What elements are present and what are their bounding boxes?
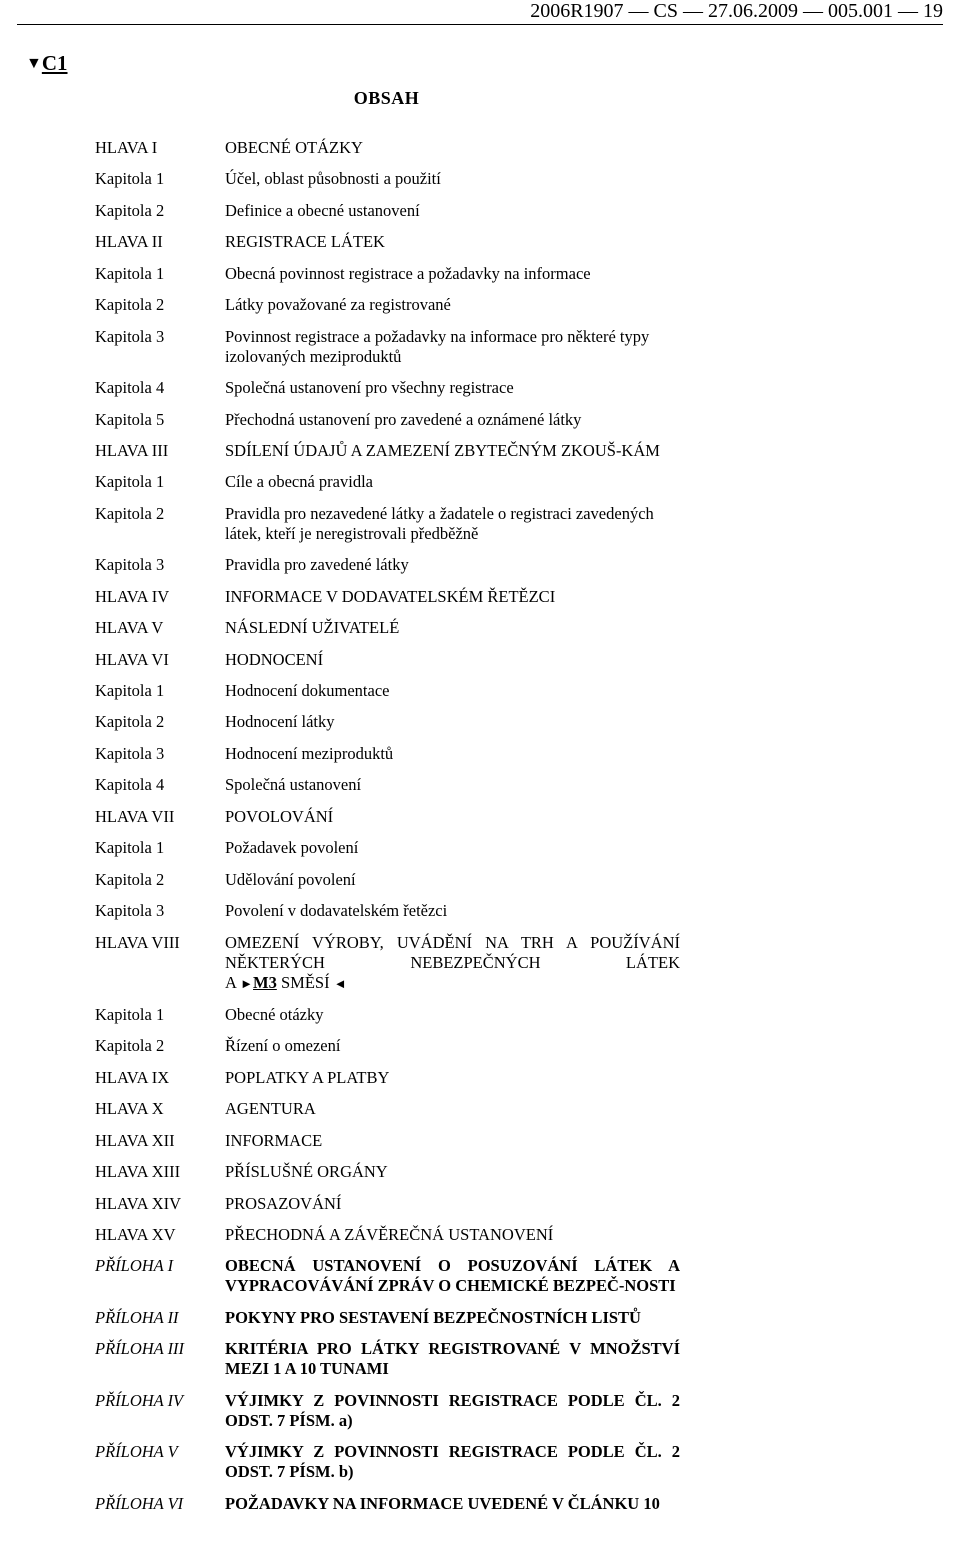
amendment-line [225,973,680,994]
toc-entry-label: Kapitola 1 [95,1004,165,1024]
toc-entry-title: Účel, oblast působnosti a použití [225,169,441,189]
amendment-code: M3 [253,972,277,992]
toc-entry-title: NÁSLEDNÍ UŽIVATELÉ [225,618,400,638]
toc-entry-title: Obecná povinnost registrace a požadavky na informace [225,263,591,283]
toc-entry-label: HLAVA III [95,440,169,460]
toc-entry-label: Kapitola 1 [95,263,165,283]
toc-entry-label: HLAVA XV [95,1225,176,1244]
toc-entry [95,232,680,252]
toc-entry-title: Přechodná ustanovení pro zavedené a oznámené látky [225,409,582,429]
toc-entry [95,1391,680,1431]
toc-entry-title: Hodnocení dokumentace [225,681,390,700]
toc-entry-title: Společná ustanovení pro všechny registrace [225,378,514,398]
toc-entry-title: AGENTURA [225,1099,316,1119]
table-of-contents [95,138,680,1525]
consolidation-code: C1 [41,51,68,75]
toc-entry-title: POKYNY PRO SESTAVENÍ BEZPEČNOSTNÍCH LISTŮ [225,1307,641,1327]
toc-entry [95,138,680,158]
toc-entry-label: Kapitola 5 [95,409,165,429]
toc-entry-title-block [225,933,680,994]
triangle-down-icon: ▼ [26,55,42,72]
toc-entry [95,650,680,670]
toc-entry-title: HODNOCENÍ [225,649,324,669]
toc-entry-label: PŘÍLOHA III [95,1339,185,1359]
toc-entry [95,870,680,890]
toc-entry [95,1005,680,1025]
toc-entry [95,264,680,284]
toc-entry-title: VÝJIMKY Z POVINNOSTI REGISTRACE PODLE ČL. 2 ODST. 7 PÍSM. b) [225,1442,680,1482]
toc-entry-title: Řízení o omezení [225,1036,341,1056]
toc-entry [95,1225,680,1245]
toc-entry [95,712,680,732]
toc-entry [95,1339,680,1379]
toc-entry-label: HLAVA XIV [95,1193,182,1213]
toc-entry-label: PŘÍLOHA I [95,1256,174,1276]
toc-entry [95,410,680,430]
toc-entry [95,1256,680,1296]
toc-entry-title: Povolení v dodavatelském řetězci [225,901,448,921]
toc-entry-title: Povinnost registrace a požadavky na informace pro některé typy izolovaných meziproduktů [225,326,650,366]
arrow-right-icon: ► [240,975,254,991]
toc-entry-title: Pravidla pro nezavedené látky a žadatele o registraci zavedených látek, kteří je neregistrovali předběžně [225,503,654,543]
consolidation-marker [26,51,68,76]
toc-entry-title: POŽADAVKY NA INFORMACE UVEDENÉ V ČLÁNKU 10 [225,1493,660,1513]
toc-entry-label: Kapitola 1 [95,681,165,700]
toc-entry-label: PŘÍLOHA VI [95,1493,184,1513]
toc-entry-label: Kapitola 4 [95,378,165,398]
toc-entry [95,169,680,189]
toc-entry [95,201,680,221]
toc-entry [95,472,680,492]
toc-entry-title: OMEZENÍ VÝROBY, UVÁDĚNÍ NA TRH A POUŽÍVÁNÍ NĚKTERÝCH NEBEZPEČNÝCH LÁTEK [225,932,680,972]
toc-entry-label: HLAVA II [95,232,163,252]
toc-entry [95,1494,680,1514]
amendment-prefix: A [225,972,241,992]
toc-entry-title: Cíle a obecná pravidla [225,472,373,492]
toc-entry-label: HLAVA VII [95,806,175,826]
toc-entry-label: HLAVA IV [95,586,170,606]
toc-entry-label: Kapitola 1 [95,169,165,189]
toc-entry-title: Udělování povolení [225,869,356,889]
toc-entry-title: REGISTRACE LÁTEK [225,232,385,252]
toc-entry [95,744,680,764]
toc-entry-label: Kapitola 3 [95,326,165,346]
toc-entry [95,1131,680,1151]
toc-entry-title: PROSAZOVÁNÍ [225,1193,342,1213]
toc-entry-label: PŘÍLOHA IV [95,1390,184,1410]
toc-entry [95,901,680,921]
toc-entry-label: HLAVA V [95,618,164,638]
toc-entry-title: Požadavek povolení [225,838,359,858]
toc-entry-label: Kapitola 2 [95,1036,165,1056]
toc-entry-title: Hodnocení látky [225,712,335,732]
toc-entry [95,555,680,575]
toc-entry [95,1099,680,1119]
toc-entry [95,681,680,701]
toc-entry-title: Látky považované za registrované [225,295,451,315]
toc-entry [95,1068,680,1088]
toc-entry-label: Kapitola 2 [95,295,165,315]
toc-entry [95,933,680,994]
toc-entry-label: Kapitola 2 [95,503,165,523]
toc-entry [95,378,680,398]
toc-entry-title: VÝJIMKY Z POVINNOSTI REGISTRACE PODLE ČL. 2 ODST. 7 PÍSM. a) [225,1390,680,1430]
toc-entry-label: Kapitola 4 [95,775,165,795]
toc-entry-label: HLAVA IX [95,1067,170,1087]
toc-entry-label: HLAVA XIII [95,1162,181,1182]
toc-entry-title: Společná ustanovení [225,775,362,795]
toc-entry-title: POPLATKY A PLATBY [225,1067,390,1087]
toc-entry-label: PŘÍLOHA II [95,1307,179,1327]
toc-entry [95,618,680,638]
page-title: OBSAH [353,88,420,108]
toc-entry-label: Kapitola 2 [95,200,165,220]
toc-entry-title: PŘECHODNÁ A ZÁVĚREČNÁ USTANOVENÍ [225,1225,554,1244]
toc-entry-title: SDÍLENÍ ÚDAJŮ A ZAMEZENÍ ZBYTEČNÝM ZKOUŠ-KÁM [225,440,660,460]
toc-entry-title: Definice a obecné ustanovení [225,200,420,220]
toc-entry [95,1308,680,1328]
toc-entry-label: Kapitola 3 [95,743,165,763]
toc-entry-label: Kapitola 1 [95,838,165,858]
toc-entry-title: INFORMACE V DODAVATELSKÉM ŘETĚZCI [225,586,556,606]
arrow-left-icon: ◄ [333,975,347,991]
toc-entry-title: Hodnocení meziproduktů [225,743,394,763]
toc-entry-label: HLAVA VIII [95,932,180,952]
toc-entry [95,1442,680,1482]
toc-entry [95,1036,680,1056]
toc-entry [95,295,680,315]
toc-entry [95,327,680,367]
toc-entry [95,838,680,858]
amendment-text: SMĚSÍ [276,972,334,992]
toc-entry-title: OBECNÉ OTÁZKY [225,138,363,157]
toc-entry [95,807,680,827]
toc-entry-label: PŘÍLOHA V [95,1442,178,1462]
toc-entry [95,504,680,544]
toc-entry-title: Obecné otázky [225,1004,324,1024]
toc-entry-label: HLAVA I [95,138,158,157]
header-divider [17,24,943,25]
toc-entry-title: POVOLOVÁNÍ [225,806,334,826]
toc-entry-title: OBECNÁ USTANOVENÍ O POSUZOVÁNÍ LÁTEK A VYPRACOVÁVÁNÍ ZPRÁV O CHEMICKÉ BEZPEČ-NOSTI [225,1256,680,1296]
toc-entry-title: Pravidla pro zavedené látky [225,555,409,575]
toc-entry-label: Kapitola 2 [95,712,165,732]
document-reference: 2006R1907 — CS — 27.06.2009 — 005.001 — 19 [530,0,943,22]
toc-entry-label: HLAVA XII [95,1130,175,1150]
toc-entry [95,587,680,607]
toc-entry-title: INFORMACE [225,1130,323,1150]
toc-entry-label: Kapitola 2 [95,869,165,889]
toc-entry-title: PŘÍSLUŠNÉ ORGÁNY [225,1162,388,1182]
toc-entry-label: Kapitola 3 [95,901,165,921]
toc-entry-label: Kapitola 1 [95,472,165,492]
toc-entry [95,775,680,795]
toc-entry-title: KRITÉRIA PRO LÁTKY REGISTROVANÉ V MNOŽSTVÍ MEZI 1 A 10 TUNAMI [225,1339,680,1379]
toc-entry [95,441,680,461]
toc-entry [95,1162,680,1182]
toc-entry-label: HLAVA VI [95,649,169,669]
toc-entry-label: HLAVA X [95,1099,164,1119]
toc-entry [95,1194,680,1214]
toc-entry-label: Kapitola 3 [95,555,165,575]
